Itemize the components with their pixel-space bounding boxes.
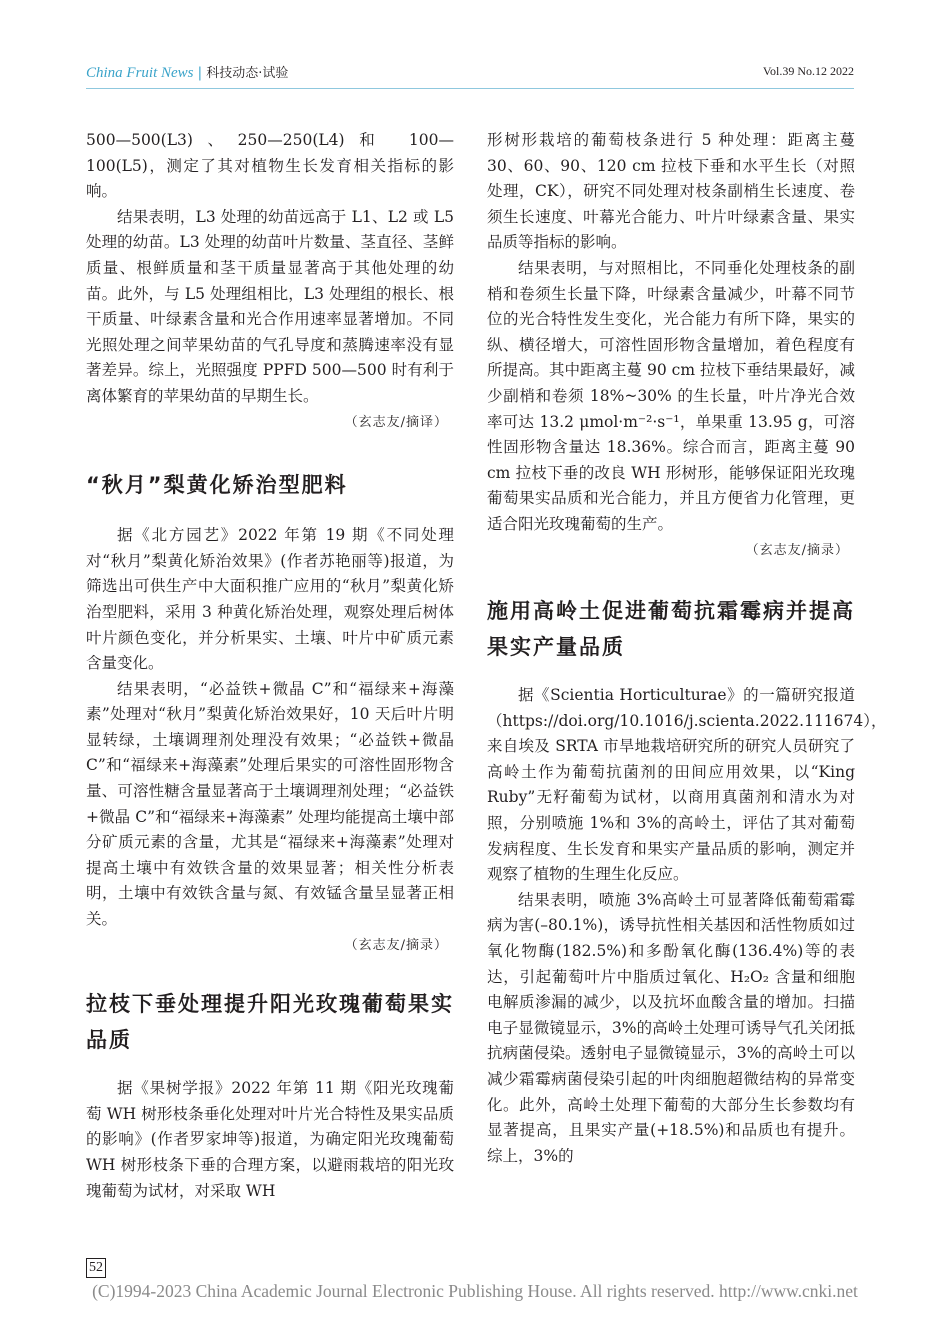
editor-note: （玄志友/摘录）: [344, 937, 448, 953]
article-title: 拉枝下垂处理提升阳光玫瑰葡萄果实品质: [86, 992, 454, 1053]
paragraph: 据《Scientia Horticulturae》的一篇研究报道（https://doi.org/10.1016/j.scienta.2022.111674），来自埃及 SRTA 市旱地栽培研究所的研究人员研究了高岭土作为葡萄抗菌剂的田间应用效果，以“King Ruby”无籽葡萄为试材，以商用真菌剂和清水为对照，分别喷施 1%和 3%的高岭土，评估了其对葡萄发病程度、生长发育和果实产量品质的影响，测定并观察了植物的生理生化反应。: [487, 686, 887, 884]
header-rule: [86, 88, 854, 89]
article-title: “秋月”梨黄化矫治型肥料: [86, 473, 348, 498]
paragraph: 结果表明，L3 处理的幼苗远高于 L1、L2 或 L5 处理的幼苗。L3 处理的幼苗叶片数量、茎直径、茎鲜质量、根鲜质量和茎干质量显著高于其他处理的幼苗。此外，与 L5 处理组相比，L3 处理组的根长、根干质量、叶绿素含量和光合作用速率显著增加。不同光照处理之间苹果幼苗的气孔导度和蒸腾速率没有显著差异。综上，光照强度 PPFD 500—500 时有利于离体繁育的苹果幼苗的早期生长。: [86, 207, 454, 405]
editor-note: （玄志友/摘录）: [745, 542, 849, 558]
paragraph: 形树形栽培的葡萄枝条进行 5 种处理：距离主蔓 30、60、90、120 cm 拉枝下垂和水平生长（对照处理，CK），研究不同处理对枝条副梢生长速度、卷须生长速度、叶幕光合能力、叶片叶绿素含量、果实品质等指标的影响。: [487, 131, 855, 252]
paragraph: 结果表明，喷施 3%高岭土可显著降低葡萄霜霉病为害(–80.1%)，诱导抗性相关基因和活性物质如过氧化物酶(182.5%)和多酚氧化酶(136.4%)等的表达，引起葡萄叶片中脂质过氧化、H₂O₂ 含量和细胞电解质渗漏的减少，以及抗坏血酸含量的增加。扫描电子显微镜显示，3%的高岭土处理可诱导气孔关闭抵抗病菌侵染。透射电子显微镜显示，3%的高岭土可以减少霜霉病菌侵染引起的叶肉细胞超微结构的异常变化。此外，高岭土处理下葡萄的大部分生长参数均有显著提高，且果实产量(+18.5%)和品质也有提升。综上，3%的: [487, 890, 855, 1165]
journal-name: China Fruit News: [86, 65, 194, 81]
section-name: 科技动态·试验: [206, 66, 289, 81]
paragraph: 据《北方园艺》2022 年第 19 期《不同处理对“秋月”梨黄化矫治效果》(作者苏艳丽等)报道，为筛选出可供生产中大面积推广应用的“秋月”梨黄化矫治型肥料，采用 3 种黄化矫治处理，观察处理后树体叶片颜色变化，并分析果实、土壤、叶片中矿质元素含量变化。: [86, 526, 454, 673]
running-header: [86, 62, 288, 82]
paragraph: 结果表明，“必益铁+微晶 C”和“福绿来+海藻素”处理对“秋月”梨黄化矫治效果好，10 天后叶片明显转绿，土壤调理剂处理没有效果；“必益铁+微晶 C”和“福绿来+海藻素”处理后果实的可溶性固形物含量、可溶性糖含量显著高于土壤调理剂处理；“必益铁+微晶 C”和“福绿来+海藻素” 处理均能提高土壤中部分矿质元素的含量，尤其是“福绿来+海藻素”处理对提高土壤中有效铁含量的效果显著；相关性分析表明，土壤中有效铁含量与氮、有效锰含量呈显著正相关。: [86, 679, 454, 929]
paragraph: 500—500(L3)、250—250(L4)和 100—100(L5)，测定了其对植物生长发育相关指标的影响。: [86, 131, 454, 201]
header-separator: |: [197, 65, 203, 81]
article-title: 施用高岭土促进葡萄抗霜霉病并提高果实产量品质: [487, 599, 855, 660]
page-number: 52: [86, 1258, 106, 1278]
issue-info: Vol.39 No.12 2022: [762, 64, 854, 78]
paragraph: 结果表明，与对照相比，不同垂化处理枝条的副梢和卷须生长量下降，叶绿素含量减少，叶幕不同节位的光合特性发生变化，光合能力有所下降，果实的纵、横径增大，可溶性固形物含量增加，着色程度有所提高。其中距离主蔓 90 cm 拉枝下垂结果最好，减少副梢和卷须 18%~30% 的生长量，叶片净光合效率可达 13.2 μmol·m⁻²·s⁻¹，单果重 13.95 g，可溶性固形物含量达 18.36%。综合而言，距离主蔓 90 cm 拉枝下垂的改良 WH 形树形，能够保证阳光玫瑰葡萄果实品质和光合能力，并且方便省力化管理，更适合阳光玫瑰葡萄的生产。: [487, 258, 855, 533]
copyright-footer: (C)1994-2023 China Academic Journal Electronic Publishing House. All rights reserved. http://www.cnki.net: [92, 1281, 858, 1301]
editor-note: （玄志友/摘译）: [344, 414, 448, 430]
paragraph: 据《果树学报》2022 年第 11 期《阳光玫瑰葡萄 WH 树形枝条垂化处理对叶片光合特性及果实品质的影响》(作者罗家坤等)报道，为确定阳光玫瑰葡萄 WH 树形枝条下垂的合理方案，以避雨栽培的阳光玫瑰葡萄为试材，对采取 WH: [86, 1079, 454, 1200]
right-column: [487, 128, 887, 1169]
left-column: [86, 128, 454, 1204]
